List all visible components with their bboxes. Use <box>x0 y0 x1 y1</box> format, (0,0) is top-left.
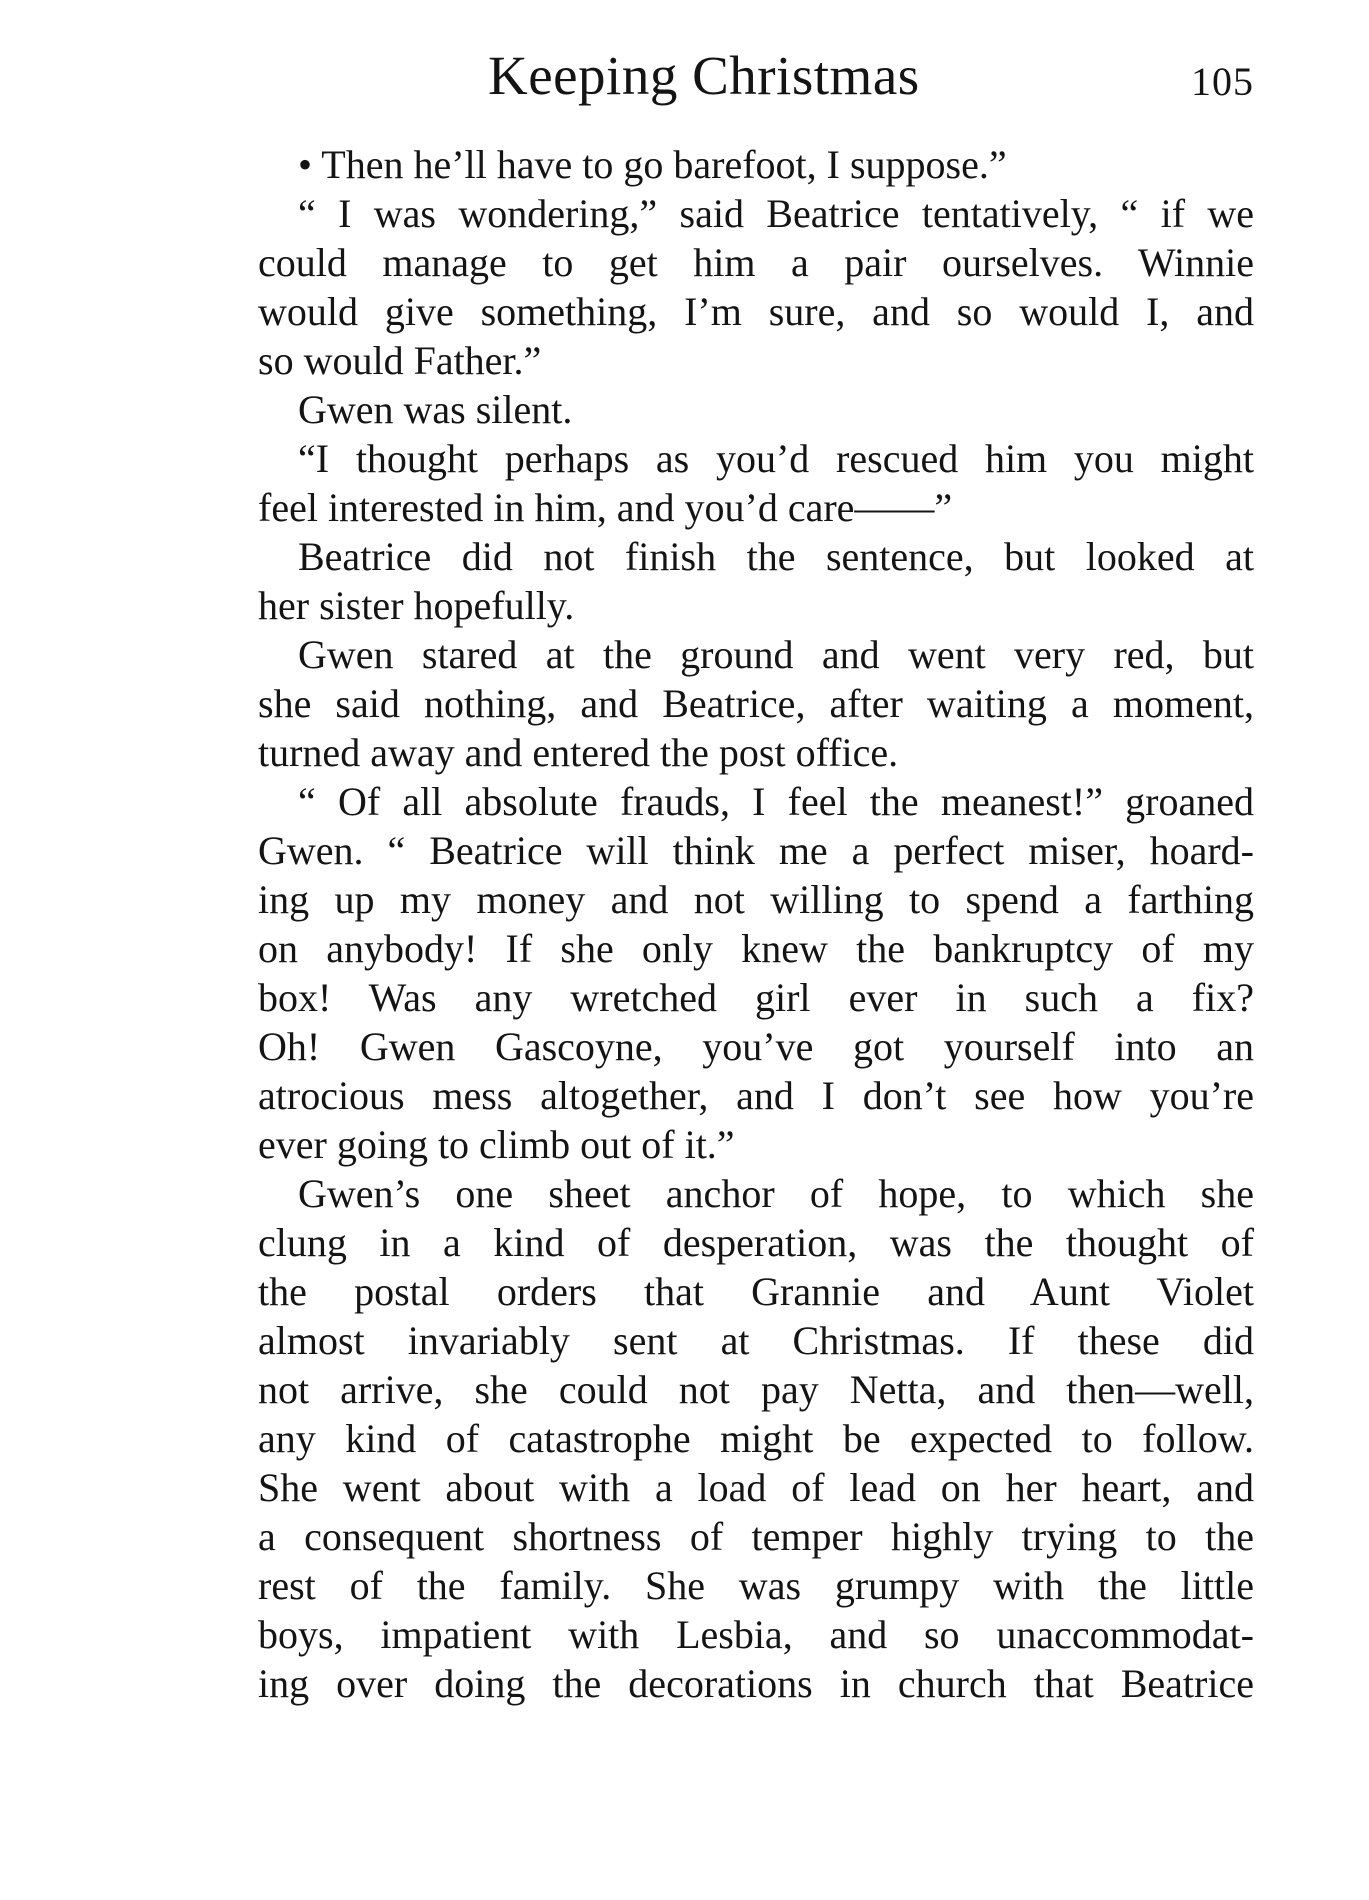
running-title: Keeping Christmas <box>488 45 920 106</box>
text-line: Gwen’s one sheet anchor of hope, to which she <box>298 1171 1254 1216</box>
text-line: Gwen stared at the ground and went very red, but <box>298 632 1254 677</box>
text-line: rest of the family. She was grumpy with the little <box>258 1563 1254 1608</box>
text-line: turned away and entered the post office. <box>258 730 899 775</box>
text-line: Gwen was silent. <box>298 387 573 432</box>
page-number: 105 <box>1191 59 1254 104</box>
text-line: a consequent shortness of temper highly trying to the <box>258 1514 1254 1559</box>
text-line: Beatrice did not finish the sentence, but looked at <box>298 534 1254 579</box>
text-line: ever going to climb out of it.” <box>258 1122 735 1167</box>
running-head <box>258 40 1254 112</box>
text-line: almost invariably sent at Christmas. If these did <box>258 1318 1254 1363</box>
text-line: could manage to get him a pair ourselves. Winnie <box>258 240 1254 285</box>
text-line: her sister hopefully. <box>258 583 575 628</box>
text-line: ing over doing the decorations in church that Beatrice <box>258 1661 1254 1706</box>
text-line: box! Was any wretched girl ever in such a fix? <box>258 975 1254 1020</box>
text-line: feel interested in him, and you’d care——” <box>258 485 953 530</box>
text-line: She went about with a load of lead on her heart, and <box>258 1465 1254 1510</box>
text-line: boys, impatient with Lesbia, and so unaccommodat- <box>258 1612 1254 1657</box>
text-line: on anybody! If she only knew the bankruptcy of my <box>258 926 1254 971</box>
text-line: Oh! Gwen Gascoyne, you’ve got yourself into an <box>258 1024 1254 1069</box>
text-line: “I thought perhaps as you’d rescued him you might <box>298 436 1254 481</box>
text-line: Gwen. “ Beatrice will think me a perfect miser, hoard- <box>258 828 1254 873</box>
text-line: would give something, I’m sure, and so would I, and <box>258 289 1254 334</box>
text-line: clung in a kind of desperation, was the thought of <box>258 1220 1254 1265</box>
text-line: “ Of all absolute frauds, I feel the meanest!” groaned <box>298 779 1254 824</box>
text-line: the postal orders that Grannie and Aunt Violet <box>258 1269 1254 1314</box>
text-line: ing up my money and not willing to spend a farthing <box>258 877 1254 922</box>
text-line: any kind of catastrophe might be expected to follow. <box>258 1416 1254 1461</box>
text-line: so would Father.” <box>258 338 542 383</box>
text-line: she said nothing, and Beatrice, after waiting a moment, <box>258 681 1254 726</box>
text-line: not arrive, she could not pay Netta, and then—well, <box>258 1367 1254 1412</box>
text-line: “ I was wondering,” said Beatrice tentatively, “ if we <box>298 191 1254 236</box>
body-text <box>258 140 1254 1708</box>
text-line: atrocious mess altogether, and I don’t see how you’re <box>258 1073 1254 1118</box>
text-line: • Then he’ll have to go barefoot, I suppose.” <box>298 142 1007 187</box>
